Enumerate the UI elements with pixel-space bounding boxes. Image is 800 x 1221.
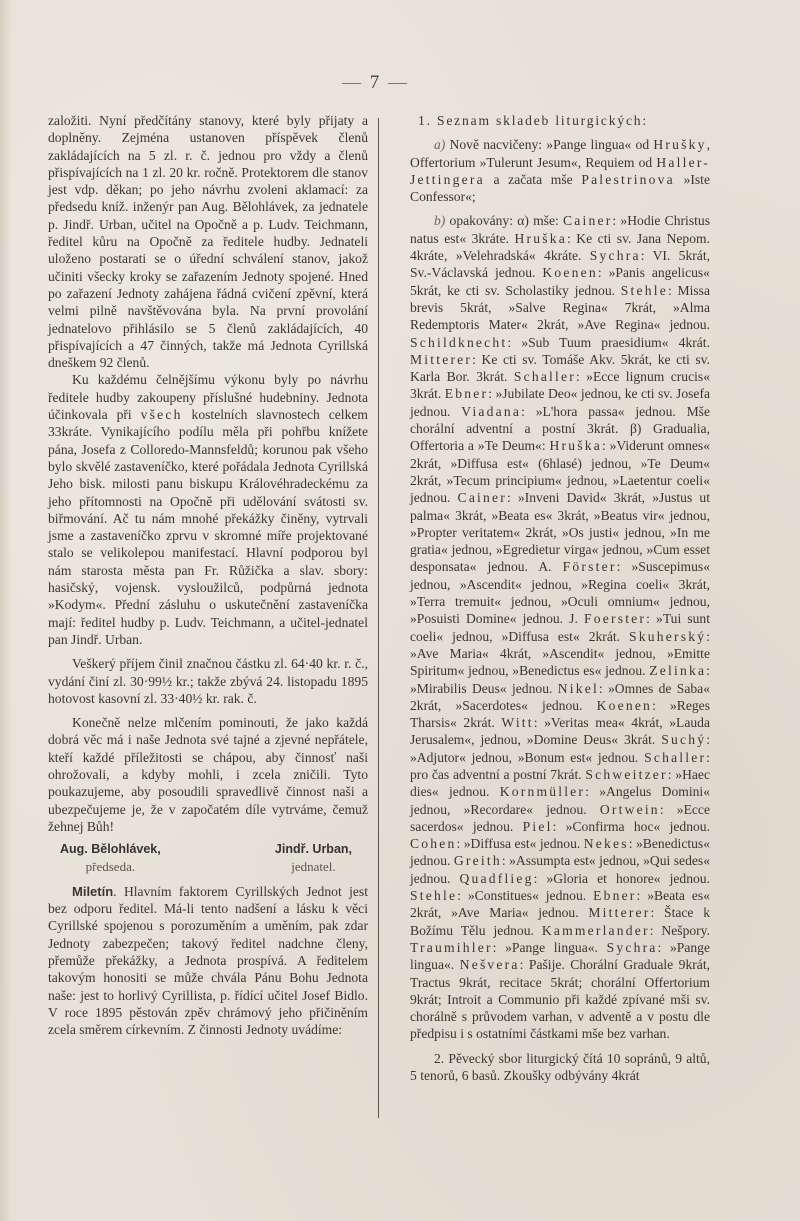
text: »Iste Confessor«; <box>410 171 710 205</box>
composer-name: Ortwein <box>599 801 660 817</box>
list-marker-a: a) <box>434 137 446 153</box>
text: : »Haec dies« jednou. <box>410 766 711 800</box>
text: : »Benedictus« jednou. <box>410 836 711 869</box>
place-name: Miletín <box>72 883 114 899</box>
signature-chairman <box>60 841 161 876</box>
text: : »Inveni David« 3krát, »Justus ut palma« 3krát, »Beata es« 3krát, »Beatus vir« jednou, »Propter veritatem« 2krát, »Os justi« jednou, »In me gratia« jednou, »Egredietur virga« jednou, »Cum esset desponsata« jednou. A. <box>410 490 710 575</box>
text: : »Tui sunt coeli« jednou, »Diffusa est« 2krát. <box>410 611 710 644</box>
composer-name: Quadflieg <box>459 870 534 886</box>
composer-name: Schaller <box>644 749 707 765</box>
signature-block <box>48 841 368 876</box>
text: : Štace k Božímu Tělu jednou. <box>410 905 711 938</box>
text: : »Diffusa est« jednou. <box>456 836 584 852</box>
text: : »Gloria et honore« jednou. <box>533 870 710 886</box>
composer-name: Stehle <box>620 282 668 298</box>
signature-name: Jindř. Urban, <box>274 842 352 857</box>
paragraph-finances: Veškerý příjem činil značnou částku zl. 64·40 kr. r. č., vydání činí zl. 30·99½ kr.; takže zbývá 24. listopadu 1895 hotovost kasovní zl. 33·40½ kr. rak. č. <box>48 656 368 706</box>
text: Ku každému čelnějšímu výkonu byly po návrhu ředitele hudby zakoupeny příslušné hudebniny. Jednota účinkovala při <box>48 372 368 423</box>
composer-name: Schweitzer <box>585 766 668 782</box>
composer-name: Mitterer <box>588 905 651 921</box>
composer-name: Sychra <box>606 939 658 955</box>
text: : »Beata es« 2krát, »Ave Maria« jednou. <box>410 888 710 921</box>
composer-name: Viadana <box>461 403 522 419</box>
text: : »Sub Tuum praesidium« 4krát. <box>507 334 710 350</box>
text: : pro čas adventní a postní 7krát. <box>410 749 710 782</box>
paragraph-activities <box>48 371 368 648</box>
text: a začata mše <box>484 171 582 187</box>
page-number-value: 7 <box>369 72 382 93</box>
text: , Offertorium »Tulerunt Jesum«, Requiem od <box>410 137 710 170</box>
composer-name: Koenen <box>596 697 653 713</box>
composer-name: Ebner <box>444 386 489 402</box>
text: : »Jubilate Deo« jednou, ke cti sv. Josefa jednou. <box>410 386 710 419</box>
composer-name: Koenen <box>542 265 598 281</box>
signature-role: jednatel. <box>291 859 336 875</box>
signature-name: Aug. Bělohlávek, <box>60 842 161 857</box>
text: : VI. 5krát, Sv.-Václavská jednou. <box>410 248 710 281</box>
composer-name: Hruška <box>514 230 567 246</box>
page-number-dash-right: — <box>388 72 409 93</box>
composer-name: Piel <box>522 818 553 834</box>
text: : »Suscepimus« jednou, »Ascendit« jednou, »Regina coeli« 3krát, »Terra tremuit« jednou, »Oculi omnium« jednou, »Posuisti Domine« jednou. J. <box>410 559 711 627</box>
text: : »Panis angelicus« 5krát, ke cti sv. Scholastiky jednou. <box>410 265 710 298</box>
composer-name: Schaller <box>513 369 576 385</box>
text: : »Viderunt omnes« 2krát, »Diffusa est« (6hlasé) jednou, »Te Deum« 2krát, »Tecum principium« jednou, »Laetentur coeli« jednou. <box>410 438 711 506</box>
text: : »Ave Maria« 4krát, »Ascendit« jednou, »Emitte Spiritum« jednou, »Benedictus es« jednou. <box>410 628 710 679</box>
column-divider <box>378 118 379 1118</box>
signature-role: předseda. <box>85 859 136 875</box>
composer-name: Förster <box>562 559 617 575</box>
right-column <box>410 112 710 1084</box>
composer-name: Witt <box>501 715 534 731</box>
text: : »Ecce sacerdos« jednou. <box>410 801 710 834</box>
composer-name: Sychra <box>589 248 641 264</box>
paragraph-founding: založiti. Nyní předčítány stanovy, které byly přijaty a doplněny. Zejména ustanoven příspěvek členů zakládajících na 5 zl. r. č. jednou pro vždy a členů přispívajících na 1 zl. 20 kr. ročně. Protektorem dle stanov jest vdp. děkan; po jeho návrhu zvoleni aklamací: za předsedu kníž. inženýr pan Aug. Bělohlávek, za jednatele p. Jindř. Urban, učitel na Opočně a p. Ludv. Teichmann, ředitel kůru na Opočně za ředitele hudby. Jednateli uloženo postarati se o úřední schválení stanov, jakož učiniti všecky kroky se zařazením Jednoty spojené. Hned po zařazení Jednoty zahájena řádná cvičení zpěvní, která velmi pilně navštěvována byla. Na první provolání jednatelovo přihlásilo se 5 členů zakládajících, 40 přispívajících a 47 činných, takže má Jednota Cyrillská dneškem 92 členů. <box>48 113 368 371</box>
list-marker-b: b) <box>434 213 446 229</box>
paragraph-repeated-works <box>410 212 710 1042</box>
composer-name: Kammerlander <box>541 922 650 938</box>
text: : »Veritas mea« 4krát, »Lauda Jerusalem«, jednou, »Domine Deus« 3krát. <box>410 715 710 748</box>
signature-secretary <box>275 841 352 876</box>
text: : »Mirabilis Deus« jednou. <box>410 663 710 696</box>
text: : »Pange lingua«. <box>492 939 607 955</box>
composer-name: Nešvera <box>459 957 520 973</box>
composer-name: Stehle <box>410 888 458 904</box>
composer-name: Ebner <box>593 888 637 904</box>
text: : »Assumpta est« jednou, »Qui sedes« jednou. <box>410 853 711 886</box>
composer-name: Foerster <box>583 611 647 627</box>
composer-name: Skuherský <box>629 628 707 644</box>
text: : »L'hora passa« jednou. Mše chorální adventní a postní 3krát. β) Gradualia, Offertoria a »Te Deum«: <box>410 403 711 454</box>
text: : Ke cti sv. Jana Nepom. 4kráte, »Velehradská« 4kráte. <box>410 230 710 264</box>
composer-name: Traumihler <box>410 939 493 955</box>
text: : »Ecce lignum crucis« 3krát. <box>410 369 710 402</box>
composer-name: Kornmüller <box>499 784 586 800</box>
left-column <box>48 112 368 1038</box>
text: : Ke cti sv. Tomáše Akv. 5krát, ke cti sv. Karla Bor. 3krát. <box>410 351 710 385</box>
text: : Pašije. Chorální Graduale 9krát, Tractus 9krát, recitace 5krát; chorální Offertorium 9krát; Introit a Communio při každé zpívané mši sv. chorálně s průvodem varhan, v adventě a v postu dle předpisu i s ostatními částkami mše bez varhan. <box>410 957 710 1042</box>
composer-name: Schildknecht <box>410 334 508 350</box>
text: : »Omnes de Saba« 2krát, »Sacerdotes« jednou. <box>410 680 710 713</box>
composer-name: Zelinka <box>649 663 707 679</box>
text: . Hlavním faktorem Cyrillských Jednot jest bez odporu ředitel. Má-li tento nadšení a lásku k věci Cyrillské spojenou s porozuměním a uměním, pak zdar Jednoty zabezpečen; takový ředitel nadchne členy, přemůže překážky, a Jednota prospívá. A ředitelem takovým honositi se může chvála Pánu Bohu Jednota naše: jest to horlivý Cyrillista, p. řídící učitel Josef Bidlo. V roce 1895 pěstován zpěv chrámový jeho přičiněním zcela směrem církevním. Z činnosti Jednoty uvádíme: <box>48 883 368 1038</box>
composer-name: Suchý <box>661 732 707 748</box>
composer-name: Hrušky <box>653 137 707 153</box>
spaced-word: všech <box>140 407 183 423</box>
text: : »Constitues« jednou. <box>457 888 594 904</box>
paragraph-miletin <box>48 883 368 1039</box>
page-number <box>342 72 409 94</box>
text: : »Hodie Christus natus est« 3kráte. <box>410 213 710 246</box>
page-number-dash-left: — <box>342 72 363 93</box>
composer-name: Mitterer <box>410 351 473 367</box>
text: : »Angelus Domini« jednou, »Recordare« jednou. <box>410 784 710 817</box>
paragraph-new-works <box>410 136 710 205</box>
composer-name: Nekes <box>583 836 629 852</box>
text: opakovány: α) mše: <box>445 213 563 229</box>
text: : »Pange lingua«. <box>410 939 710 973</box>
paragraph-closing: Konečně nelze mlčením pominouti, že jako každá dobrá věc má i naše Jednota své tajné a zjevné nepřátele, kteří každé příležitosti se chápou, aby činnosť naši ohrožovali, a kdyby mohli, i zcela zničili. Tyto poukazujeme, aby posoudili spravedlivě činnost naši a ubezpečujeme je, že v započatém díle vytrváme, čemuž žehnej Bůh! <box>48 715 368 834</box>
composer-name: Greith <box>453 853 502 869</box>
composer-name: Cohen <box>410 836 457 852</box>
text: kostelních slavnostech celkem 33kráte. Vynikajícího podílu měla při pohřbu knížete pána, Josefa z Colloredo-Mannsfeldů; korunou pak všeho bylo skvělé zastaveníčko, které pořádala Jednota Cyrillská Jeho bisk. milosti panu biskupu Královéhradeckému za jeho přítomnosti na Opočně při udělování svátosti sv. biřmování. Ač tu nám mnohé překážky činěny, vytrvali jsme a zastaveníčko zprvu v skromné míře projektované stalo se velikolepou manifestací. Hlavní podporou byl nám starosta města pan Fr. Růžička a slav. sbory: hasičský, vojensk. vysloužilců, podpůrná jednota »Kodym«. Přední zásluhu o uskutečnění zastaveníčka mají: ředitel hudby p. Ludv. Teichmann, a učitel-jednatel pan Jindř. Urban. <box>48 407 368 647</box>
page-edge-shadow <box>0 0 12 1221</box>
composer-name: Hruška <box>549 438 602 454</box>
composer-name: Haller-Jettingera <box>410 154 710 187</box>
composer-name: Nikel <box>557 680 599 696</box>
text: : »Confirma hoc« jednou. <box>552 818 710 834</box>
composer-name: Cainer <box>457 490 507 506</box>
text: : »Adjutor« jednou, »Bonum est« jednou. <box>410 732 710 765</box>
text: Nově nacvičeny: »Pange lingua« od <box>445 137 654 153</box>
section-heading: 1. Seznam skladeb liturgických: <box>418 113 648 128</box>
composer-name: Palestrinova <box>581 171 675 187</box>
paragraph-choir: 2. Pěvecký sbor liturgický čítá 10 sopránů, 9 altů, 5 tenorů, 6 basů. Zkoušky odbývány 4krát <box>410 1050 710 1084</box>
text: : Missa brevis 5krát, »Salve Regina« 7krát, »Alma Redemptoris Mater« 2krát, »Ave Regina« jednou. <box>410 282 710 333</box>
text: : »Reges Tharsis« 2krát. <box>410 697 710 731</box>
text: : Nešpory. <box>649 922 710 938</box>
composer-name: Cainer <box>562 213 613 229</box>
